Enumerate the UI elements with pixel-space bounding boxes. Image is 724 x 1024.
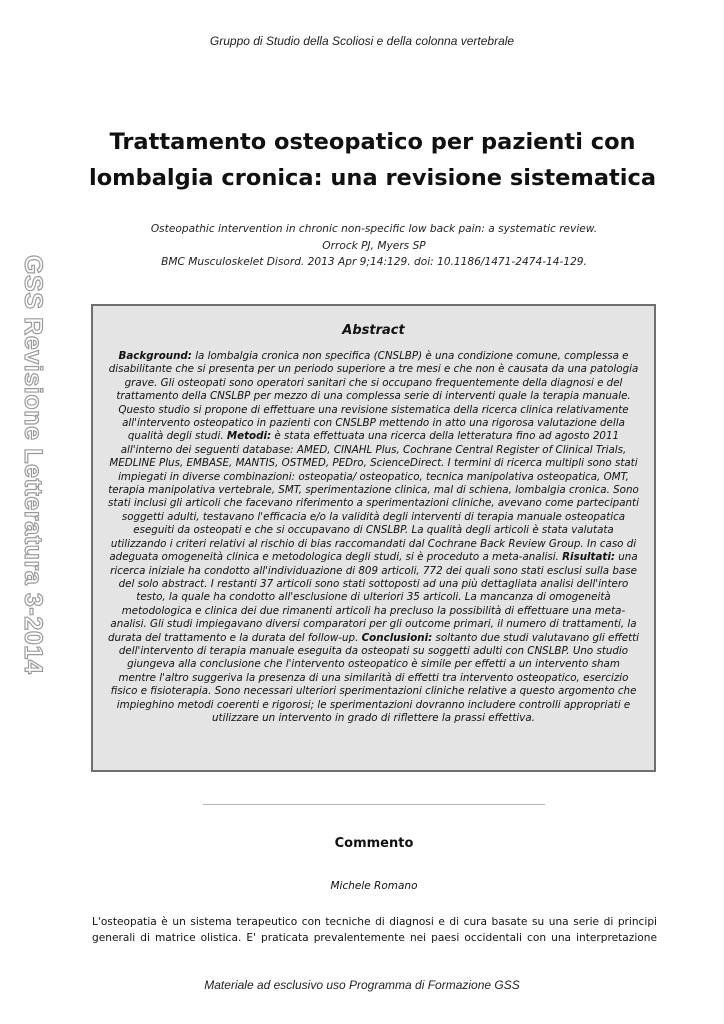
results-label: Risultati: [562, 551, 615, 564]
comment-body [92, 914, 657, 946]
article-title [40, 124, 705, 196]
running-footer: Materiale ad esclusivo uso Programma di Formazione GSS [204, 978, 520, 992]
reference-authors: Orrock PJ, Myers SP [322, 239, 426, 252]
running-header: Gruppo di Studio della Scoliosi e della colonna vertebrale [209, 34, 515, 48]
abstract-box [91, 304, 656, 772]
english-title: Osteopathic intervention in chronic non-specific low back pain: a systematic review. [150, 223, 598, 235]
comment-line-1: L'osteopatia è un sistema terapeutico con tecniche di diagnosi e di cura basate su una serie di principi [92, 916, 657, 928]
section-divider [203, 804, 545, 805]
reference-citation: BMC Musculoskelet Disord. 2013 Apr 9;14:129. doi: 10.1186/1471-2474-14-129. [161, 256, 587, 268]
title-line-2: lombalgia cronica: una revisione sistematica [88, 165, 656, 191]
background-label: Background: [118, 350, 192, 362]
abstract-body [107, 350, 640, 725]
abstract-heading: Abstract [342, 323, 405, 338]
comment-line-2: generali di matrice olistica. E' praticata prevalentemente nei paesi occidentali con una interpretazione [92, 932, 657, 944]
background-text: la lombalgia cronica non specifica (CNSLBP) è una condizione comune, complessa e disabilitante che si presenta per un periodo superiore a tre mesi e che non è causata da una patologia grave. Gli osteopati sono operatori sanitari che si occupano frequentemente della diagnosi e del trattamento della CNSLBP per mezzo di una complessa serie di interventi quale la terapia manuale. Questo studio si propone di effettuare una revisione sistematica della ricerca clinica relativamente all'intervento osteopatico in pazienti con CNSLBP mettendo in atto una rigorosa valutazione della qualità degli studi. [108, 350, 639, 443]
title-line-1: Trattamento osteopatico per pazienti con [109, 129, 636, 155]
reference-block [80, 221, 668, 271]
conclusions-label: Conclusioni: [361, 631, 433, 644]
vertical-series-label: GSS Revisione Letteratura 3-2014 [19, 255, 47, 675]
comment-author: Michele Romano [330, 880, 418, 892]
conclusions-text: soltanto due studi valutavano gli effetti dell'intervento di terapia manuale eseguita da osteopati su soggetti adulti con CNSLBP. Uno studio giungeva alla conclusione che l'intervento osteopatico è simile per effetti a un intervento sham mentre l'altro suggeriva la presenza di una similarità di effetti tra intervento osteopatico, esercizio fisico e fisioterapia. Sono necessari ulteriori sperimentazioni cliniche relative a questo argomento che impieghino metodi coerenti e rigorosi; le sperimentazioni dovranno includere controlli appropriati e utilizzare un intervento in grado di riflettere la prassi effettiva. [110, 631, 640, 724]
methods-text: è stata effettuata una ricerca della letteratura fino ad agosto 2011 all'interno dei seguenti database: AMED, CINAHL Plus, Cochrane Central Register of Clinical Trials, MEDLINE Plus, EMBASE, MANTIS, OSTMED, PEDro, ScienceDirect. I termini di ricerca multipli sono stati impiegati in diverse combinazioni: osteopatia/ osteopatico, tecnica manipolativa osteopatica, OMT, terapia manipolativa vertebrale, SMT, sperimentazione clinica, mal di schiena, lombalgia cronica. Sono stati inclusi gli articoli che facevano riferimento a sperimentazioni cliniche, avevano come partecipanti soggetti adulti, testavano l'efficacia e/o la validità degli interventi di terapia manuale osteopatica eseguiti da osteopati e che si occupavano di CNSLBP. La qualità degli articoli è stata valutata utilizzando i criteri relativi al rischio di bias raccomandati dal Cochrane Back Review Group. In caso di adeguata omogeneità clinica e metodologica degli studi, si è proceduto a meta-analisi. [108, 430, 639, 564]
results-text: una ricerca iniziale ha condotto all'individuazione di 809 articoli, 772 dei quali sono stati esclusi sulla base del solo abstract. I restanti 37 articoli sono stati sottoposti ad una più dettagliata analisi dell'intero testo, la quale ha condotto all'esclusione di ulteriori 35 articoli. La mancanza di omogeneità metodologica e clinica dei due rimanenti articoli ha precluso la possibilità di effettuare una meta-analisi. Gli studi impiegavano diversi comparatori per gli outcome primari, il numero di trattamenti, la durata del trattamento e la durata del follow-up. [107, 551, 638, 644]
comment-heading: Commento [334, 836, 414, 851]
methods-label: Metodi: [226, 430, 272, 443]
